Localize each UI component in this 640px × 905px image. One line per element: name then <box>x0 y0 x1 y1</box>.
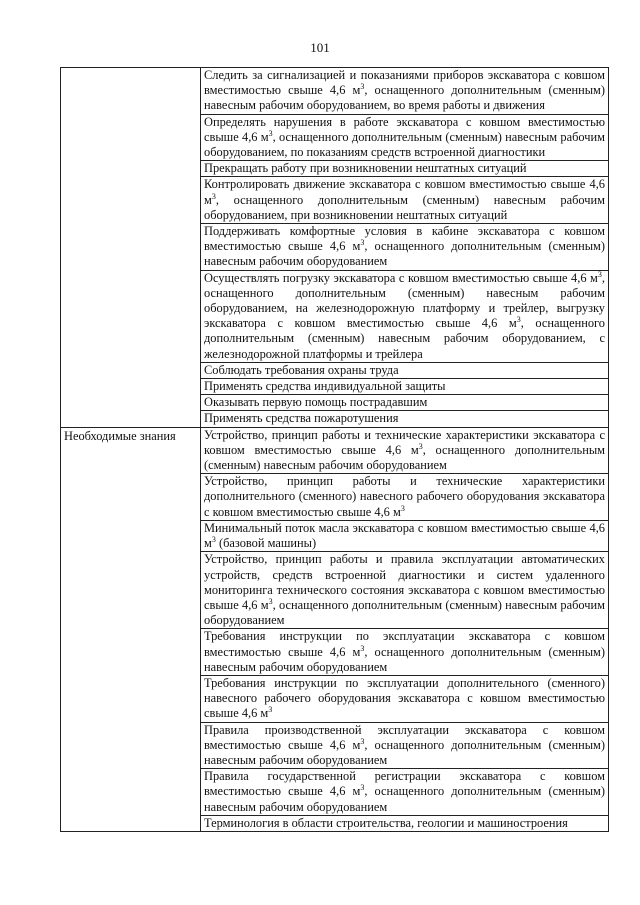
requirement-item <box>201 362 609 378</box>
requirement-text: Осуществлять погрузку экскаватора с ковшом вместимостью свыше 4,6 $м^3$, оснащенного дополнительным (сменным) навесным рабочим оборудованием, на железнодорожную платформу и трейлер, выгрузку экскаватора с ковшом вместимостью свыше 4,6 $м^3$, оснащенного дополнительным (сменным) навесным рабочим оборудованием, с железнодорожной платформы и трейлера <box>204 269 606 361</box>
requirement-text: Требования инструкции по эксплуатации дополнительного (сменного) навесного рабочего оборудования экскаватора с ковшом вместимостью свыше 4,6 $м^3$ <box>204 675 605 721</box>
requirements-table <box>60 67 609 832</box>
section-label: Необходимые знания <box>61 427 201 831</box>
requirement-text: Поддерживать комфортные условия в кабине экскаватора с ковшом вместимостью свыше 4,6 $м^3$, оснащенного дополнительным (сменным) навесным рабочим оборудованием <box>204 224 605 269</box>
requirement-text: Следить за сигнализацией и показаниями приборов экскаватора с ковшом вместимостью свыше 4,6 $м^3$, оснащенного дополнительным (сменным) навесным рабочим оборудованием, во время работы и движения <box>204 68 605 113</box>
section-label <box>61 68 201 428</box>
requirement-item <box>201 520 609 551</box>
requirement-text: Устройство, принцип работы и технические характеристики экскаватора с ковшом вместимостью свыше 4,6 $м^3$, оснащенного дополнительным (сменным) навесным рабочим оборудованием <box>204 427 605 473</box>
requirement-item <box>201 224 609 271</box>
requirements-table-body <box>61 68 609 832</box>
requirement-item <box>201 270 609 362</box>
requirement-item <box>201 675 609 722</box>
requirement-item <box>201 379 609 395</box>
requirement-item <box>201 114 609 161</box>
requirement-item <box>201 395 609 411</box>
requirement-text: Прекращать работу при возникновении нештатных ситуаций <box>204 161 527 176</box>
requirement-item <box>201 161 609 177</box>
requirement-text: Правила государственной регистрации экскаватора с ковшом вместимостью свыше 4,6 $м^3$, оснащенного дополнительным (сменным) навесным рабочим оборудованием <box>204 769 605 814</box>
requirement-item <box>201 474 609 521</box>
requirement-text: Определять нарушения в работе экскаватора с ковшом вместимостью свыше 4,6 $м^3$, оснащенного дополнительным (сменным) навесным рабочим оборудованием, по показаниям средств встроенной диагностики <box>204 114 606 160</box>
requirement-item <box>201 769 609 816</box>
requirement-text: Устройство, принцип работы и правила эксплуатации автоматических устройств, средств встроенной диагностики и систем удаленного мониторинга технического состояния экскаватора с ковшом вместимостью свыше 4,6 $м^3$, оснащенного дополнительным (сменным) навесным рабочим оборудованием <box>204 552 606 628</box>
requirement-item <box>201 629 609 676</box>
requirement-item <box>201 427 609 474</box>
table-row <box>61 427 609 474</box>
requirement-text: Применять средства индивидуальной защиты <box>204 379 446 394</box>
requirement-text: Устройство, принцип работы и технические характеристики дополнительного (сменного) навесного рабочего оборудования экскаватора с ковшом вместимостью свыше 4,6 $м^3$ <box>204 474 605 519</box>
requirement-text: Соблюдать требования охраны труда <box>204 362 399 377</box>
requirement-item <box>201 68 609 115</box>
table-row <box>61 68 609 115</box>
requirement-text: Оказывать первую помощь пострадавшим <box>204 395 428 410</box>
requirement-text: Минимальный поток масла экскаватора с ковшом вместимостью свыше 4,6 $м^3$ (базовой машины) <box>204 520 605 551</box>
requirement-item <box>201 815 609 831</box>
requirement-text: Терминология в области строительства, геологии и машиностроения <box>204 815 568 830</box>
page-number: 101 <box>310 40 330 55</box>
requirement-item <box>201 177 609 224</box>
requirement-text: Применять средства пожаротушения <box>204 411 399 426</box>
requirement-text: Требования инструкции по эксплуатации экскаватора с ковшом вместимостью свыше 4,6 $м^3$, оснащенного дополнительным (сменным) навесным рабочим оборудованием <box>204 629 605 674</box>
requirement-text: Контролировать движение экскаватора с ковшом вместимостью свыше 4,6 $м^3$, оснащенного дополнительным (сменным) навесным рабочим оборудованием, при возникновении нештатных ситуаций <box>204 177 605 222</box>
requirement-item <box>201 552 609 629</box>
requirement-item <box>201 411 609 427</box>
requirement-text: Правила производственной эксплуатации экскаватора с ковшом вместимостью свыше 4,6 $м^3$, оснащенного дополнительным (сменным) навесным рабочим оборудованием <box>204 722 605 767</box>
requirement-item <box>201 722 609 769</box>
